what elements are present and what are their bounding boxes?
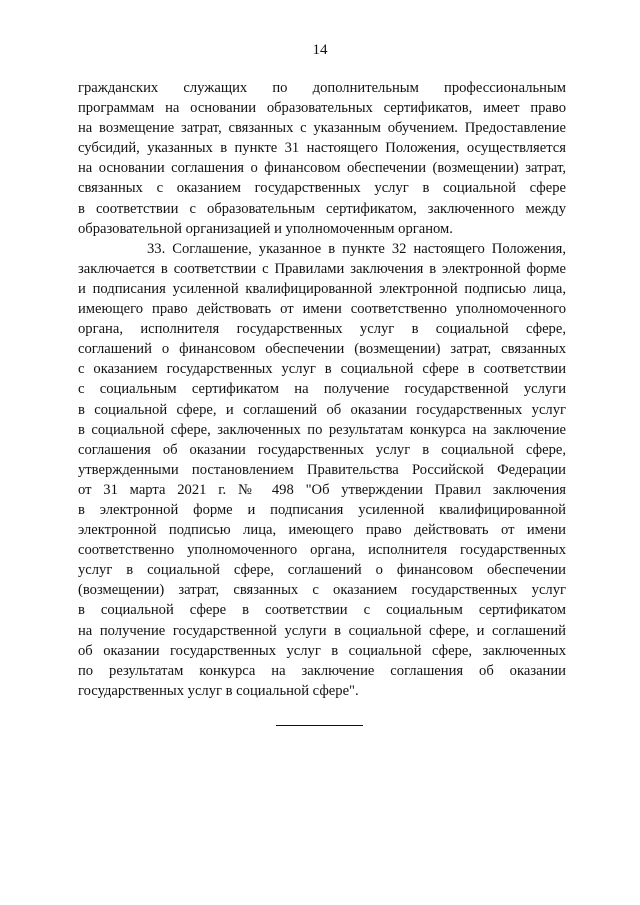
page-number: 14 [312,42,328,58]
text-line: заключается в соответствии с Правилами заключения в электронной форме [78,260,566,277]
text-line: гражданских служащих по дополнительным профессиональным [78,80,566,96]
text-line: услуг в социальной сфере, соглашений о финансовом обеспечении [78,562,566,579]
text-line: органа, исполнителя государственных услуг в социальной сфере, [78,321,566,338]
end-of-document-rule [276,725,363,726]
text-line: с социальным сертификатом на получение государственной услуги [78,381,566,398]
text-line: в социальной сфере в соответствии с социальным сертификатом [78,602,566,619]
paragraph-item-33 [78,239,566,701]
text-line: с оказанием государственных услуг в социальной сфере в соответствии [78,361,566,378]
text-line: 33. Соглашение, указанное в пункте 32 настоящего Положения, [147,240,566,257]
paragraph-continued [78,78,566,239]
text-line: на возмещение затрат, связанных с указанным обучением. Предоставление [78,120,566,137]
text-line: образовательной организацией и уполномоченным органом. [78,220,453,237]
text-line: соглашения об оказании государственных услуг в социальной сфере, [78,441,566,458]
text-line: утвержденными постановлением Правительства Российской Федерации [78,461,566,478]
text-line: субсидий, указанных в пункте 31 настоящего Положения, осуществляется [78,140,566,157]
text-line: об оказании государственных услуг в социальной сфере, заключенных [78,642,566,659]
text-line: (возмещении) затрат, связанных с оказанием государственных услуг [78,582,566,599]
text-line: на основании соглашения о финансовом обеспечении (возмещении) затрат, [78,160,566,177]
text-line: от 31 марта 2021 г. № 498 "Об утверждении Правил заключения [78,481,566,498]
document-body [78,78,566,701]
text-line: имеющего право действовать от имени соответственно уполномоченного [78,301,566,318]
text-line: государственных услуг в социальной сфере". [78,682,359,699]
text-line: и подписания усиленной квалифицированной электронной подписью лица, [78,280,566,297]
text-line: в соответствии с образовательным сертификатом, заключенного между [78,200,566,217]
text-line: связанных с оказанием государственных услуг в социальной сфере [78,180,566,197]
text-line: соответственно уполномоченного органа, исполнителя государственных [78,542,566,559]
text-line: по результатам конкурса на заключение соглашения об оказании [78,662,566,679]
text-line: электронной подписью лица, имеющего право действовать от имени [78,522,566,539]
text-line: в электронной форме и подписания усиленной квалифицированной [78,501,566,518]
text-line: на получение государственной услуги в социальной сфере, и соглашений [78,622,566,639]
text-line: программам на основании образовательных сертификатов, имеет право [78,100,566,117]
text-line: соглашений о финансовом обеспечении (возмещении) затрат, связанных [78,341,566,358]
text-line: в социальной сфере, заключенных по результатам конкурса на заключение [78,421,566,438]
text-line: в социальной сфере, и соглашений об оказании государственных услуг [78,401,566,418]
